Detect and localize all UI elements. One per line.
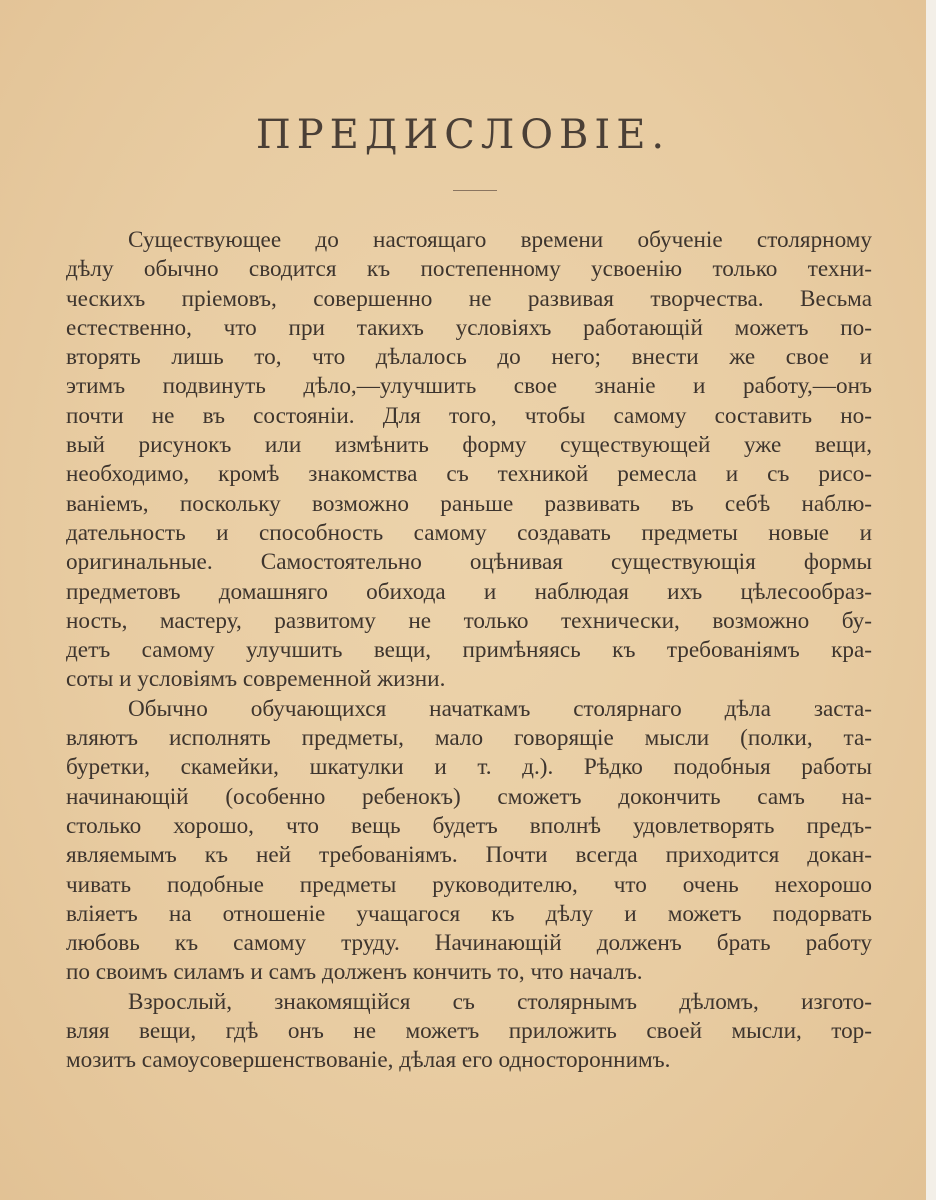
text-line: дательность и способность самому создавать предметы новые и [66,519,872,546]
text-line: мозитъ самоусовершенствованіе, дѣлая его одностороннимъ. [66,1047,671,1074]
preface-text [66,226,872,1076]
text-line: ность, мастеру, развитому не только технически, возможно бу- [66,607,872,634]
text-line: необходимо, кромѣ знакомства съ техникой ремесла и съ рисо- [66,461,872,488]
text-line: оригинальные. Самостоятельно оцѣнивая существующія формы [66,549,872,576]
text-line: по своимъ силамъ и самъ долженъ кончить то, что началъ. [66,959,643,986]
text-line: вляютъ исполнять предметы, мало говорящіе мысли (полки, та- [66,725,872,752]
text-line: Обычно обучающихся начаткамъ столярнаго дѣла заста- [128,695,872,722]
text-line: детъ самому улучшить вещи, примѣняясь къ требованіямъ кра- [66,637,872,664]
page-title: ПРЕДИСЛОВІЕ. [255,112,671,158]
text-line: почти не въ состояніи. Для того, чтобы самому составить но- [66,402,872,429]
text-line: являемымъ къ ней требованіямъ. Почти всегда приходится докан- [66,842,872,869]
text-line: Существующее до настоящаго времени обученіе столярному [128,227,872,253]
text-line: дѣлу обычно сводится къ постепенному усвоенію только техни- [66,256,872,283]
text-line: вый рисунокъ или измѣнить форму существующей уже вещи, [66,432,872,459]
text-line: предметовъ домашняго обихода и наблюдая ихъ цѣлесообраз- [66,578,872,605]
text-line: ческихъ пріемовъ, совершенно не развивая творчества. Весьма [66,285,872,312]
text-line: вляя вещи, гдѣ онъ не можетъ приложить своей мысли, тор- [66,1018,872,1045]
page-edge [926,0,936,1200]
text-line: вторять лишь то, что дѣлалось до него; внести же свое и [66,344,872,371]
title-divider [453,190,497,191]
text-line: столько хорошо, что вещь будетъ вполнѣ удовлетворять предъ- [66,812,872,839]
text-line: чивать подобные предметы руководителю, что очень нехорошо [66,871,872,898]
text-line: естественно, что при такихъ условіяхъ работающій можетъ по- [66,314,872,341]
text-line: Взрослый, знакомящійся съ столярнымъ дѣломъ, изгото- [128,988,872,1015]
text-line: ваніемъ, поскольку возможно раньше развивать въ себѣ наблю- [66,490,872,517]
text-line: любовь къ самому труду. Начинающій долженъ брать работу [66,930,872,957]
text-line: начинающій (особенно ребенокъ) сможетъ докончить самъ на- [66,783,872,810]
text-line: этимъ подвинуть дѣло,—улучшить свое знаніе и работу,—онъ [66,373,872,400]
text-line: буретки, скамейки, шкатулки и т. д.). Рѣдко подобныя работы [66,754,872,781]
text-line: вліяетъ на отношеніе учащагося къ дѣлу и можетъ подорвать [66,900,872,927]
text-line: соты и условіямъ современной жизни. [66,666,446,693]
